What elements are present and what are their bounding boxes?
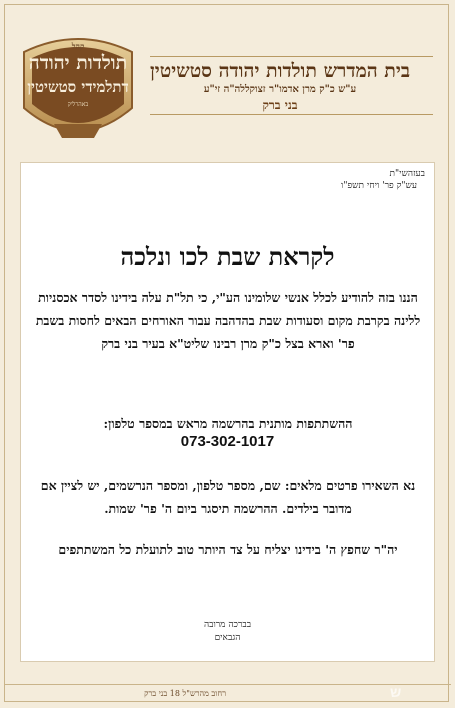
emblem-line2: דתלמידי סטשיטין [27,78,129,96]
bsd-heading: בעזהשי"ת [389,169,425,179]
header-title: בית המדרש תולדות יהודה סטשיטין [149,60,411,82]
letter-paragraph-2: ההשתתפות מותנית בהרשמה מראש במספר טלפון: [103,416,353,431]
header-line-bottom [150,114,433,115]
footer-address: רחוב מהרש"ל 18 בני ברק [144,689,226,698]
letter-paragraph-1: הננו בזה להודיע לכלל אנשי שלומינו הע"י, כי תל"ת עלה בידינו לסדר אכסניות ללינה בקרבת מקום וסעודות שבת בהדהבה עבור האורחים הבאים לחסות בשבת פר' וארא בצל כ"ק מרן רבינו שליט"א בעיר בני ברק [35,290,421,351]
header-city: בני ברק [262,98,298,112]
watermark: ש [390,684,402,700]
letter-paragraph-3: נא השאירו פרטים מלאים: שם, מספר טלפון, ומספר הנרשמים, יש לציין אם מדובר בילדים. ההרשמה תיסגר ביום ה' פר' שמות. [40,478,416,516]
signature-line-2: הגבאים [214,633,241,643]
emblem-line1: תולדות יהודה [28,52,128,74]
letter-title: לקראת שבת לכו ונלכה [120,242,335,271]
footer [4,684,451,703]
letter-date: עש"ק פר' ויחי תשפ"ו [341,181,417,191]
header-subtitle: ע"ש כ"ק מרן אדמו"ר זצוקללה"ה זי"ע [203,84,357,95]
header-line-top [150,56,433,57]
header-title-block [135,60,425,113]
signature-line-1: בברכה מרובה [203,620,252,630]
emblem-small-text: קהל [71,41,85,51]
header [0,0,455,150]
phone-number: 073-302-1017 [180,433,275,450]
emblem-sub: באהרליק [67,101,89,108]
letter-paragraph-4: יה"ר שחפץ ה' בידינו יצליח על צד היותר טוב לתועלת כל המשתתפים [58,542,398,557]
